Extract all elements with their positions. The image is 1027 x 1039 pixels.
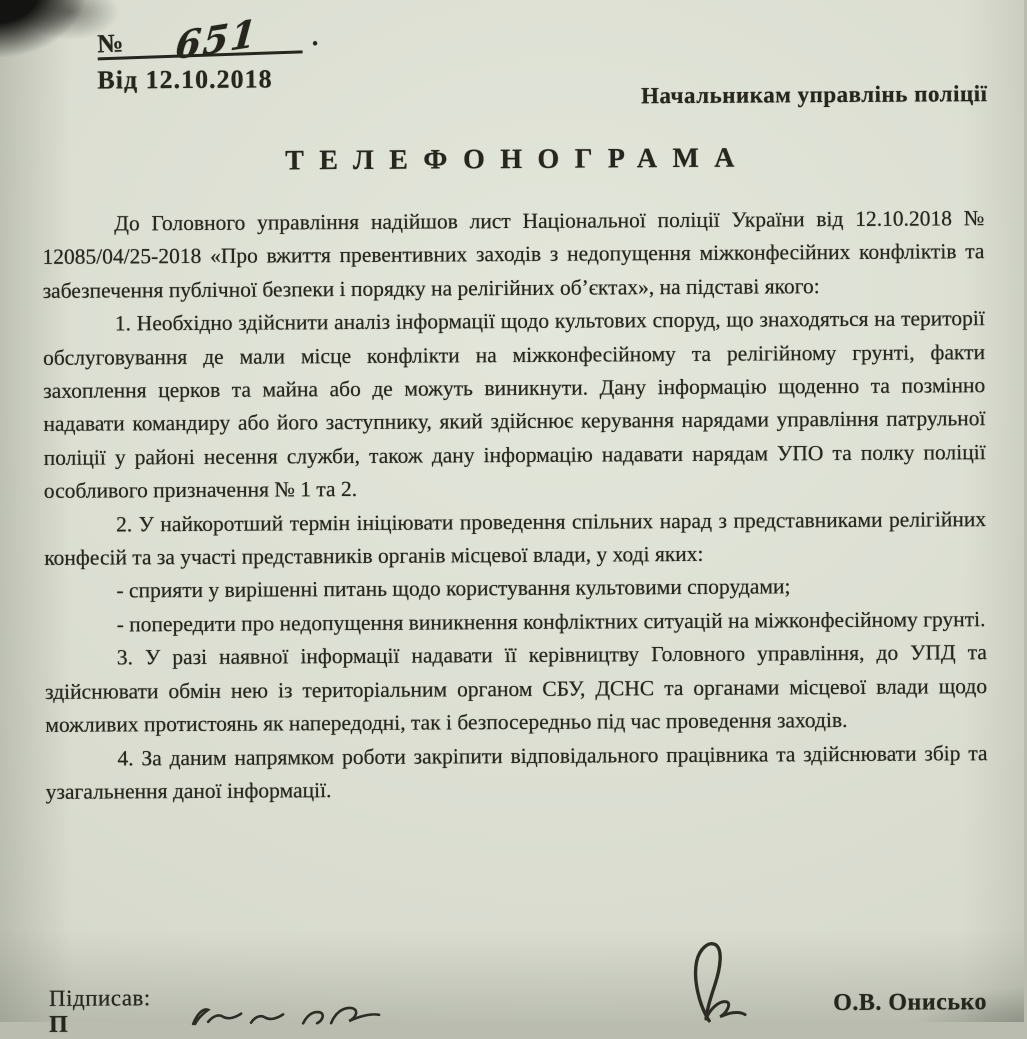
signed-by-label: Підписав: [48,985,151,1011]
paragraph-bullet-1: - сприяти у вирішенні питань щодо користування культовими спорудами; [116,574,791,603]
paragraph-bullet-2: - попередити про недопущення виникнення конфліктних ситуацій на міжконфесійному грунті. [116,606,986,637]
handwritten-signature-ink [679,938,769,1021]
received-by-partial-label: П [49,1011,68,1038]
paragraph-item-1: 1. Необхідно здійснити аналіз інформації щодо культових споруд, що знаходяться на території обслуговування де мали місце конфлікти на міжконфесійному та релігійному грунті, факти захоплення церков та майна або де можуть виникнути. Дану інформацію щоденно та позмінно надавати командиру або його заступнику, який здійснює керування нарядами управління патрульної поліції у районі несення служби, також дану інформацію надавати нарядам УПО та полку поліції особливого призначення № 1 та 2. [42,306,986,504]
number-period: . [311,21,319,52]
registration-number-line [96,10,319,69]
paragraph-item-4: 4. За даним напрямком роботи закріпити відповідального працівника та здійснювати збір та узагальнення даної інформації. [45,740,988,804]
paragraph-item-2: 2. У найкоротший термін ініціювати проведення спільних нарад з представниками релігійних конфесій та за участі представників органів місцевої влади, у ході яких: [44,506,987,570]
addressee-line: Начальникам управлінь поліції [640,81,988,109]
paragraph-intro: До Головного управління надійшов лист Національної поліції України від 12.10.2018 № 12085/04/25-2018 «Про вжиття превентивних заходів з недопущення міжконфесійних конфліктів та забезпечення публічної безпеки і порядку на релігійних об’єктах», на підставі якого: [42,206,985,303]
document-title: ТЕЛЕФОНОГРАМА [285,142,750,177]
registration-date: Від 12.10.2018 [97,64,273,95]
paragraph-item-3: 3. У разі наявної інформації надавати її керівництву Головного управління, до УПД та здійснювати обмін нею із територіальним органом СБУ, ДСНС та органами місцевої влади щодо можливих протистоянь як напередодні, так і безпосередньо під час проведення заходів. [45,640,988,737]
registration-block [96,10,319,95]
handwritten-received-name-ink [153,1003,413,1025]
handwritten-registration-number: 651 [173,10,260,69]
signer-name: О.В. Онисько [833,989,988,1017]
document-body [42,202,988,809]
number-sign-label: № [96,28,124,59]
